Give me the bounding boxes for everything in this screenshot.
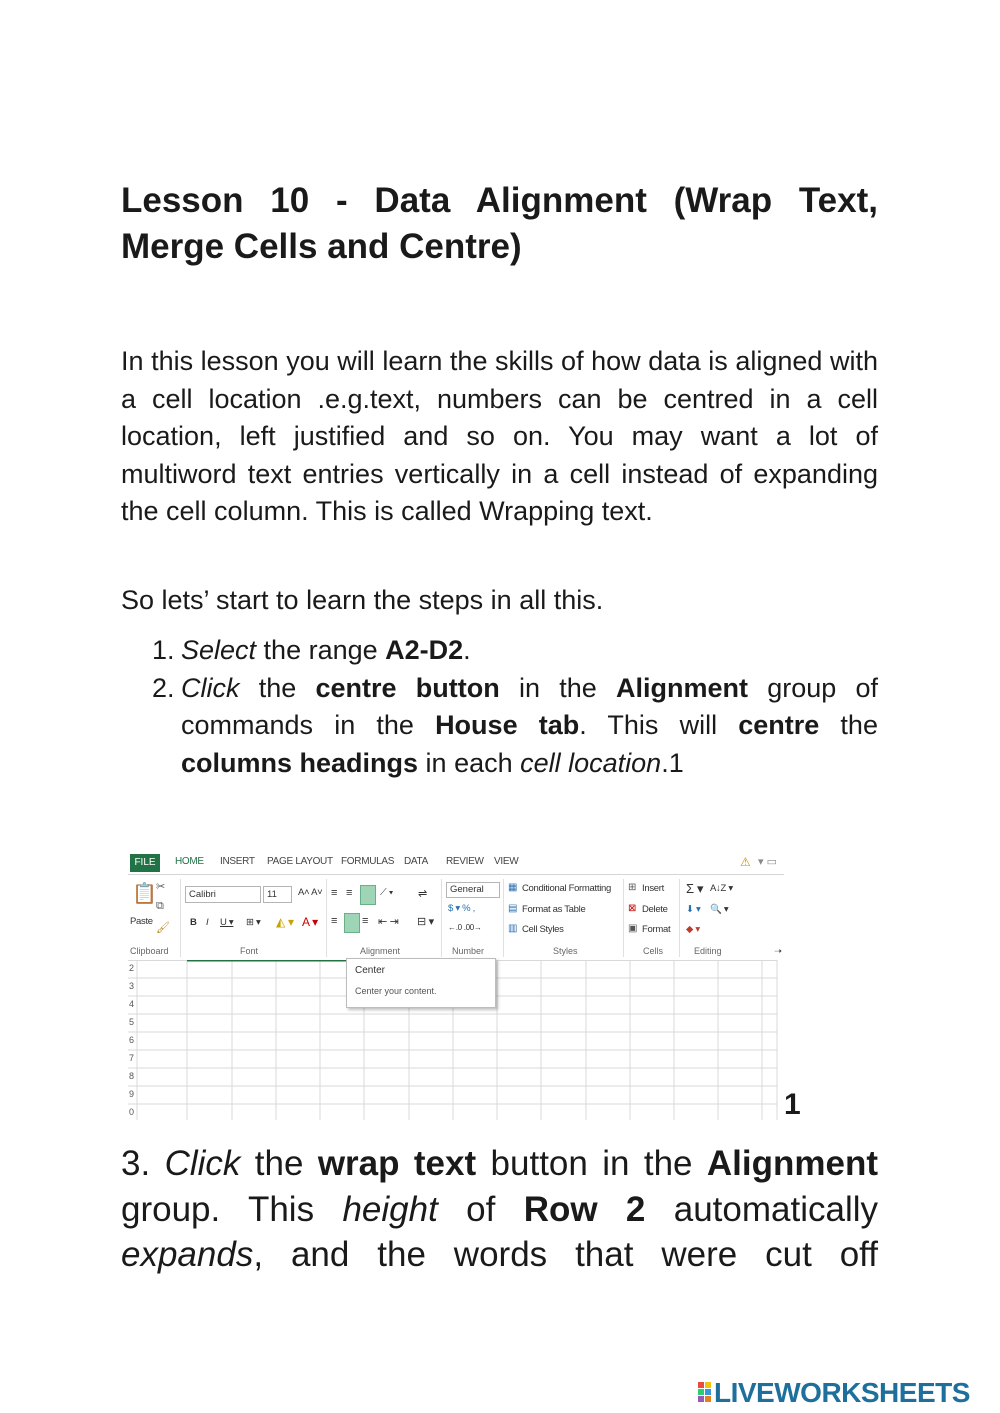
tab-view[interactable]: VIEW (494, 856, 519, 867)
steps-list (121, 632, 878, 782)
center-tooltip (346, 958, 496, 1008)
font-name-select[interactable]: Calibri (185, 886, 261, 903)
bold-icon[interactable]: B (190, 917, 197, 928)
row-headers (128, 960, 137, 1120)
wrap-text-icon[interactable]: ⇌ (418, 888, 427, 900)
intro-paragraph: In this lesson you will learn the skills of how data is aligned with a cell location .e.g.text, numbers can be centred in a cell location, left justified and so on. You may want a lot of multiword text entries vertically in a cell instead of expanding the cell column. This is called Wrapping text. (121, 346, 878, 527)
group-label-cells: Cells (643, 946, 664, 956)
insert-button[interactable]: Insert (642, 883, 664, 894)
cell-styles-icon[interactable]: ▥ (508, 923, 518, 934)
so-line: So lets’ start to learn the steps in all this. (121, 585, 604, 615)
italic-icon[interactable]: I (206, 917, 209, 928)
align-bottom-icon[interactable] (360, 885, 376, 905)
tab-page-layout[interactable]: PAGE LAYOUT (267, 856, 333, 867)
row-number: 7 (129, 1053, 135, 1063)
excel-screenshot (128, 852, 784, 1120)
align-left-icon[interactable]: ≡ (331, 915, 338, 927)
accounting-format-icon[interactable]: $ ▾ % , (448, 903, 475, 914)
step-2: 2. Click the centre button in the Alignment group of commands in the House tab. This will centre the columns headings in each cell location.1 (121, 670, 878, 783)
row-number: 4 (129, 999, 135, 1009)
tab-formulas[interactable]: FORMULAS (341, 856, 395, 867)
format-painter-icon[interactable]: 🖌 (156, 922, 170, 934)
warning-icon: ⚠ (740, 855, 751, 869)
ribbon (128, 874, 784, 962)
underline-icon[interactable]: U ▾ (220, 917, 234, 928)
align-right-icon[interactable]: ≡ (362, 915, 369, 927)
group-label-alignment: Alignment (360, 946, 401, 956)
font-color-icon[interactable]: A ▾ (302, 915, 318, 929)
row-number: 5 (129, 1017, 135, 1027)
format-as-table-button[interactable]: Format as Table (522, 904, 586, 915)
indent-icon[interactable]: ⇤ ⇥ (378, 916, 399, 928)
copy-icon[interactable]: ⧉ (156, 900, 164, 912)
step-number: 2. (152, 672, 175, 703)
cut-icon[interactable]: ✂ (156, 881, 166, 893)
align-center-icon[interactable] (344, 913, 360, 933)
row-number: 2 (129, 963, 135, 973)
step-1: 1. Select the range A2-D2. (121, 632, 878, 670)
group-label-editing: Editing (694, 946, 722, 956)
paste-label[interactable]: Paste (130, 916, 153, 927)
tab-insert[interactable]: INSERT (220, 856, 255, 867)
fill-icon[interactable]: ⬇ ▾ (686, 904, 701, 915)
tooltip-description: Center your content. (355, 986, 437, 996)
autosum-icon[interactable]: Σ ▾ (686, 881, 704, 896)
liveworksheets-brand: LIVEWORKSHEETS (714, 1377, 970, 1408)
orientation-icon[interactable]: ⟋ ▾ (380, 887, 394, 898)
align-middle-icon[interactable]: ≡ (346, 887, 353, 899)
font-size-select[interactable]: 11 (263, 886, 292, 903)
format-as-table-icon[interactable]: ▤ (508, 903, 518, 914)
cell-styles-button[interactable]: Cell Styles (522, 924, 564, 935)
delete-icon[interactable]: ⊠ (628, 903, 637, 914)
insert-icon[interactable]: ⊞ (628, 882, 637, 893)
group-label-clipboard: Clipboard (130, 946, 169, 956)
tooltip-title: Center (355, 965, 386, 976)
group-label-number: Number (452, 946, 485, 956)
group-label-styles: Styles (553, 946, 578, 956)
number-format-select[interactable]: General (446, 882, 500, 898)
align-top-icon[interactable]: ≡ (331, 887, 338, 899)
conditional-formatting-icon[interactable]: ▦ (508, 882, 518, 893)
ribbon-tabs (128, 852, 784, 874)
row-number: 6 (129, 1035, 135, 1045)
row-number: 9 (129, 1089, 135, 1099)
merge-center-icon[interactable]: ⊟ ▾ (417, 916, 434, 928)
step-3: 3. Click the wrap text button in the Alignment group. This height of Row 2 automatically expands, and the words that were cut off (121, 1144, 879, 1274)
borders-icon[interactable]: ⊞ ▾ (246, 917, 261, 928)
decimal-places-icon[interactable]: ←.0 .00→ (448, 923, 482, 932)
tab-review[interactable]: REVIEW (446, 856, 484, 867)
conditional-formatting-button[interactable]: Conditional Formatting (522, 883, 611, 894)
window-control-icon: ▾ ▭ (758, 856, 777, 868)
row-number: 8 (129, 1071, 135, 1081)
page-title: Lesson 10 - Data Alignment (Wrap Text, Merge Cells and Centre) (121, 181, 878, 266)
format-button[interactable]: Format (642, 924, 671, 935)
paste-icon[interactable]: 📋 (132, 883, 157, 905)
group-label-font: Font (240, 946, 259, 956)
font-grow-shrink-icon[interactable]: A˄ A˅ (298, 887, 323, 898)
tab-file[interactable]: FILE (130, 854, 160, 872)
format-icon[interactable]: ▣ (628, 923, 638, 934)
figure-reference: 1 (784, 1088, 801, 1121)
collapse-ribbon-icon[interactable]: ➝ (774, 946, 782, 957)
delete-button[interactable]: Delete (642, 904, 668, 915)
row-number: 0 (129, 1107, 135, 1117)
tab-data[interactable]: DATA (404, 856, 428, 867)
clear-icon[interactable]: ◆ ▾ (686, 924, 700, 935)
tab-home[interactable]: HOME (175, 856, 204, 867)
find-select-icon[interactable]: 🔍 ▾ (710, 904, 729, 915)
fill-color-icon[interactable]: ◭ ▾ (276, 915, 294, 929)
step-number: 1. (152, 635, 175, 665)
row-number: 3 (129, 981, 135, 991)
sort-filter-icon[interactable]: A↓Z ▾ (710, 883, 733, 894)
